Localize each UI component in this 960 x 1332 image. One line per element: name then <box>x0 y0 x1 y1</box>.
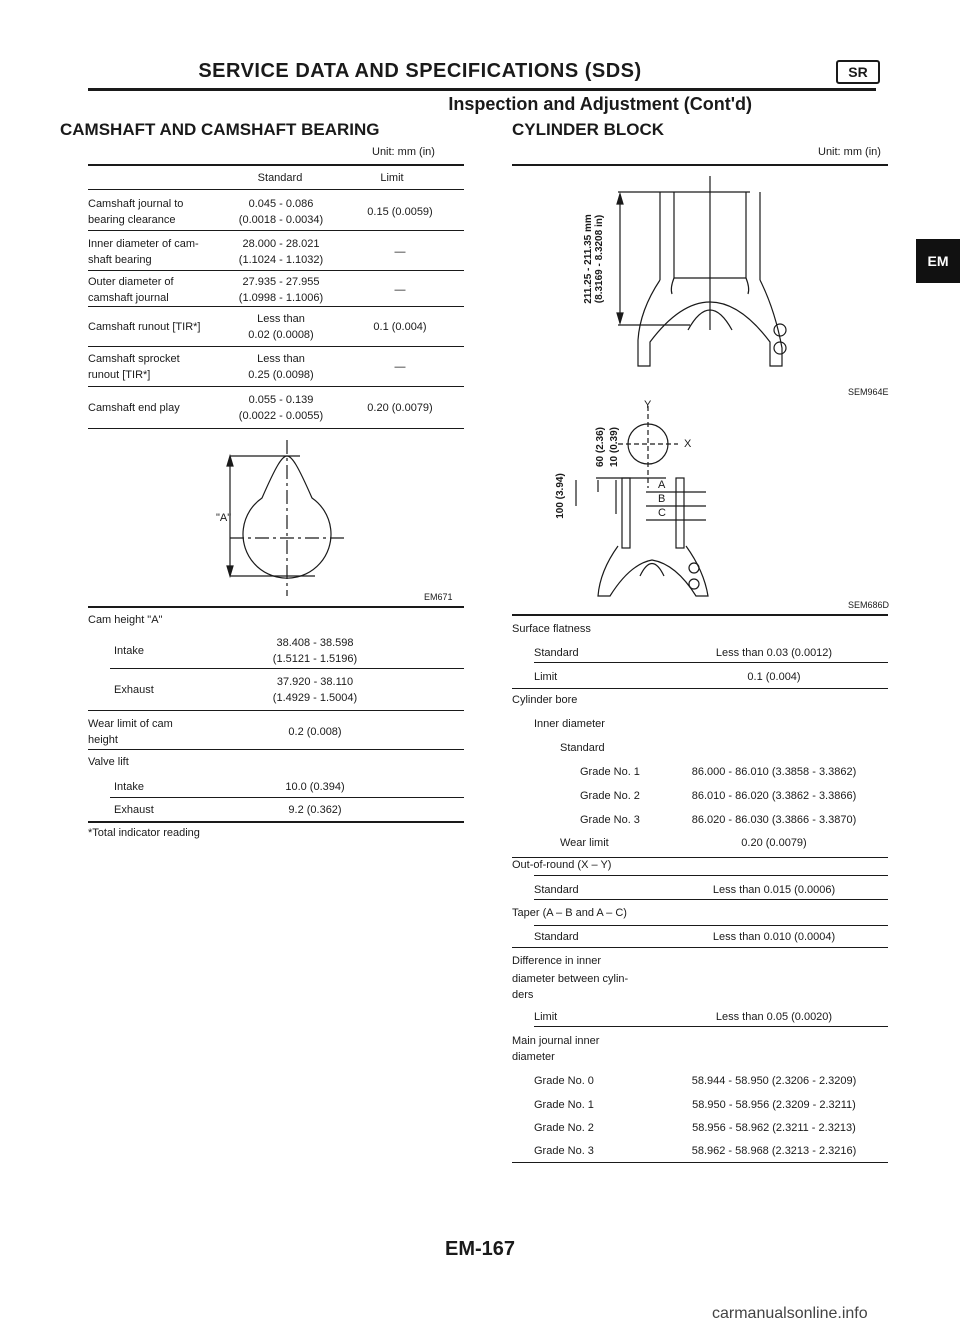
fig2-label-a: A <box>658 479 666 491</box>
row-divider <box>534 662 888 663</box>
cylinder-row-label: diameter <box>512 1051 555 1063</box>
fig2-label-c: C <box>658 507 666 519</box>
cam-row-item: Camshaft runout [TIR*] <box>88 321 201 333</box>
cam-row-item: Outer diameter of camshaft journal <box>88 276 174 304</box>
cam-row-item: Inner diameter of cam- shaft bearing <box>88 238 199 266</box>
cylinder-row-value: Less than 0.010 (0.0004) <box>712 931 836 943</box>
cylinder-row-value: 0.20 (0.0079) <box>741 837 807 849</box>
em-section-tab[interactable]: EM <box>916 239 960 283</box>
row-divider <box>88 749 464 750</box>
row-divider <box>512 947 888 948</box>
cam-height-a-label: "A" <box>216 512 232 524</box>
row-divider <box>110 797 464 798</box>
cylinder-row-label: Limit <box>534 1011 558 1023</box>
cylinder-row-value: 58.962 - 58.968 (2.3213 - 2.3216) <box>691 1145 857 1157</box>
cam-height-intake-label: Intake <box>114 645 144 657</box>
camshaft-section-title: CAMSHAFT AND CAMSHAFT BEARING <box>60 120 380 139</box>
cam-row-item: Camshaft end play <box>88 402 180 414</box>
cylinder-section-title: CYLINDER BLOCK <box>512 120 665 139</box>
cylinder-row-label: ders <box>512 989 534 1001</box>
cam-height-exhaust-value: 37.920 - 38.110 (1.4929 - 1.5004) <box>272 676 358 704</box>
cam-row-standard: Less than 0.02 (0.0008) <box>248 313 314 341</box>
camshaft-unit: Unit: mm (in) <box>372 146 435 158</box>
cylinder-row-label: Difference in inner <box>512 955 602 967</box>
cam-height-title: Cam height "A" <box>88 614 163 626</box>
row-divider <box>88 386 464 387</box>
cylinder-row-value: 58.956 - 58.962 (2.3211 - 2.3213) <box>692 1122 856 1134</box>
cylinder-row-value: 86.000 - 86.010 (3.3858 - 3.3862) <box>691 766 857 778</box>
wear-limit-label: Wear limit of cam height <box>88 718 173 746</box>
figure-code-sem686d: SEM686D <box>848 600 890 610</box>
fig2-label-x: X <box>684 438 692 450</box>
cylinder-row-label: Cylinder bore <box>512 694 578 706</box>
cam-row-limit: — <box>394 284 406 296</box>
cylinder-row-label: Surface flatness <box>512 623 591 635</box>
cam-row-item: Camshaft journal to bearing clearance <box>88 198 184 226</box>
cylinder-row-value: Less than 0.03 (0.0012) <box>715 647 833 659</box>
cylinder-row-value: 86.020 - 86.030 (3.3866 - 3.3870) <box>691 814 857 826</box>
cylinder-row-value: 58.950 - 58.956 (2.3209 - 2.3211) <box>692 1099 856 1111</box>
valve-lift-intake-value: 10.0 (0.394) <box>285 781 345 793</box>
row-divider <box>88 710 464 711</box>
cam-row-limit: 0.20 (0.0079) <box>367 402 433 414</box>
cylinder-row-label: Standard <box>534 647 579 659</box>
cylinder-row-label: Standard <box>534 931 579 943</box>
cylinder-row-label: Grade No. 2 <box>534 1122 594 1134</box>
header-rule <box>88 88 876 91</box>
cam-row-standard: 28.000 - 28.021 (1.1024 - 1.1032) <box>238 238 324 266</box>
cam-height-exhaust-label: Exhaust <box>114 684 154 696</box>
row-divider <box>88 428 464 429</box>
cylinder-row-value: Less than 0.05 (0.0020) <box>715 1011 833 1023</box>
cam-row-standard: 0.055 - 0.139 (0.0022 - 0.0055) <box>238 394 324 422</box>
fig2-dim-10: 10 (0.39) <box>609 426 620 468</box>
col-header-limit: Limit <box>380 172 404 184</box>
cylinder-top-rule <box>512 164 888 166</box>
cylinder-block-figure-2 <box>556 396 756 601</box>
cam-row-limit: 0.15 (0.0059) <box>367 206 433 218</box>
cam-row-limit: 0.1 (0.004) <box>373 321 427 333</box>
row-divider <box>110 668 464 669</box>
camshaft-table-bottom-rule <box>88 821 464 823</box>
sr-badge: SR <box>836 60 880 84</box>
cam-height-top-rule <box>88 606 464 608</box>
figure-code-sem964e: SEM964E <box>848 387 889 397</box>
cam-row-limit: — <box>394 246 406 258</box>
cylinder-row-value: 58.944 - 58.950 (2.3206 - 2.3209) <box>691 1075 857 1087</box>
row-divider <box>512 857 888 858</box>
cylinder-row-label: Out-of-round (X – Y) <box>512 859 612 871</box>
cam-row-limit: — <box>394 361 406 373</box>
cylinder-table-top-rule <box>512 614 888 616</box>
cylinder-row-label: Grade No. 3 <box>534 1145 594 1157</box>
cylinder-row-label: Grade No. 1 <box>534 1099 594 1111</box>
cylinder-unit: Unit: mm (in) <box>818 146 881 158</box>
cam-height-intake-value: 38.408 - 38.598 (1.5121 - 1.5196) <box>272 637 358 665</box>
cylinder-row-value: 0.1 (0.004) <box>747 671 801 683</box>
cylinder-row-value: 86.010 - 86.020 (3.3862 - 3.3866) <box>691 790 857 802</box>
page-subtitle: Inspection and Adjustment (Cont'd) <box>448 94 752 114</box>
cylinder-row-label: diameter between cylin- <box>512 973 629 985</box>
cam-row-standard: 0.045 - 0.086 (0.0018 - 0.0034) <box>238 198 324 226</box>
cylinder-row-label: Grade No. 0 <box>534 1075 594 1087</box>
fig2-dim-60: 60 (2.36) <box>595 426 606 468</box>
valve-lift-exhaust-label: Exhaust <box>114 804 154 816</box>
figure-code-em671: EM671 <box>424 592 453 602</box>
valve-lift-intake-label: Intake <box>114 781 144 793</box>
cylinder-row-label: Main journal inner <box>512 1035 600 1047</box>
fig2-label-y: Y <box>644 399 652 411</box>
cylinder-row-label: Standard <box>534 884 579 896</box>
cylinder-row-value: Less than 0.015 (0.0006) <box>712 884 836 896</box>
camshaft-table-top-rule <box>88 164 464 166</box>
cylinder-row-label: Taper (A – B and A – C) <box>512 907 627 919</box>
row-divider <box>88 270 464 271</box>
row-divider <box>534 1026 888 1027</box>
row-divider <box>512 688 888 689</box>
cylinder-row-label: Grade No. 2 <box>580 790 640 802</box>
cylinder-row-label: Grade No. 1 <box>580 766 640 778</box>
camshaft-header-rule <box>88 189 464 190</box>
cylinder-row-label: Inner diameter <box>534 718 605 730</box>
cam-row-item: Camshaft sprocket runout [TIR*] <box>88 353 180 381</box>
valve-lift-exhaust-value: 9.2 (0.362) <box>288 804 342 816</box>
row-divider <box>534 925 888 926</box>
cylinder-row-label: Grade No. 3 <box>580 814 640 826</box>
page-title: SERVICE DATA AND SPECIFICATIONS (SDS) <box>198 60 642 82</box>
valve-lift-title: Valve lift <box>88 756 129 768</box>
fig1-dimension-label: 211.25 - 211.35 mm (8.3169 - 8.3208 in) <box>583 214 605 304</box>
cam-row-standard: Less than 0.25 (0.0098) <box>248 353 314 381</box>
footnote: *Total indicator reading <box>88 827 200 839</box>
row-divider <box>534 875 888 876</box>
cylinder-row-label: Standard <box>560 742 605 754</box>
watermark: carmanualsonline.info <box>712 1305 868 1322</box>
cam-row-standard: 27.935 - 27.955 (1.0998 - 1.1006) <box>238 276 324 304</box>
row-divider <box>88 230 464 231</box>
row-divider <box>534 899 888 900</box>
row-divider <box>512 1162 888 1163</box>
col-header-standard: Standard <box>257 172 303 184</box>
fig2-dim-100: 100 (3.94) <box>555 473 566 519</box>
cylinder-row-label: Limit <box>534 671 558 683</box>
page-number: EM-167 <box>444 1238 516 1260</box>
row-divider <box>88 346 464 347</box>
fig2-label-b: B <box>658 493 666 505</box>
wear-limit-value: 0.2 (0.008) <box>288 726 342 738</box>
row-divider <box>88 306 464 307</box>
cylinder-row-label: Wear limit <box>560 837 609 849</box>
